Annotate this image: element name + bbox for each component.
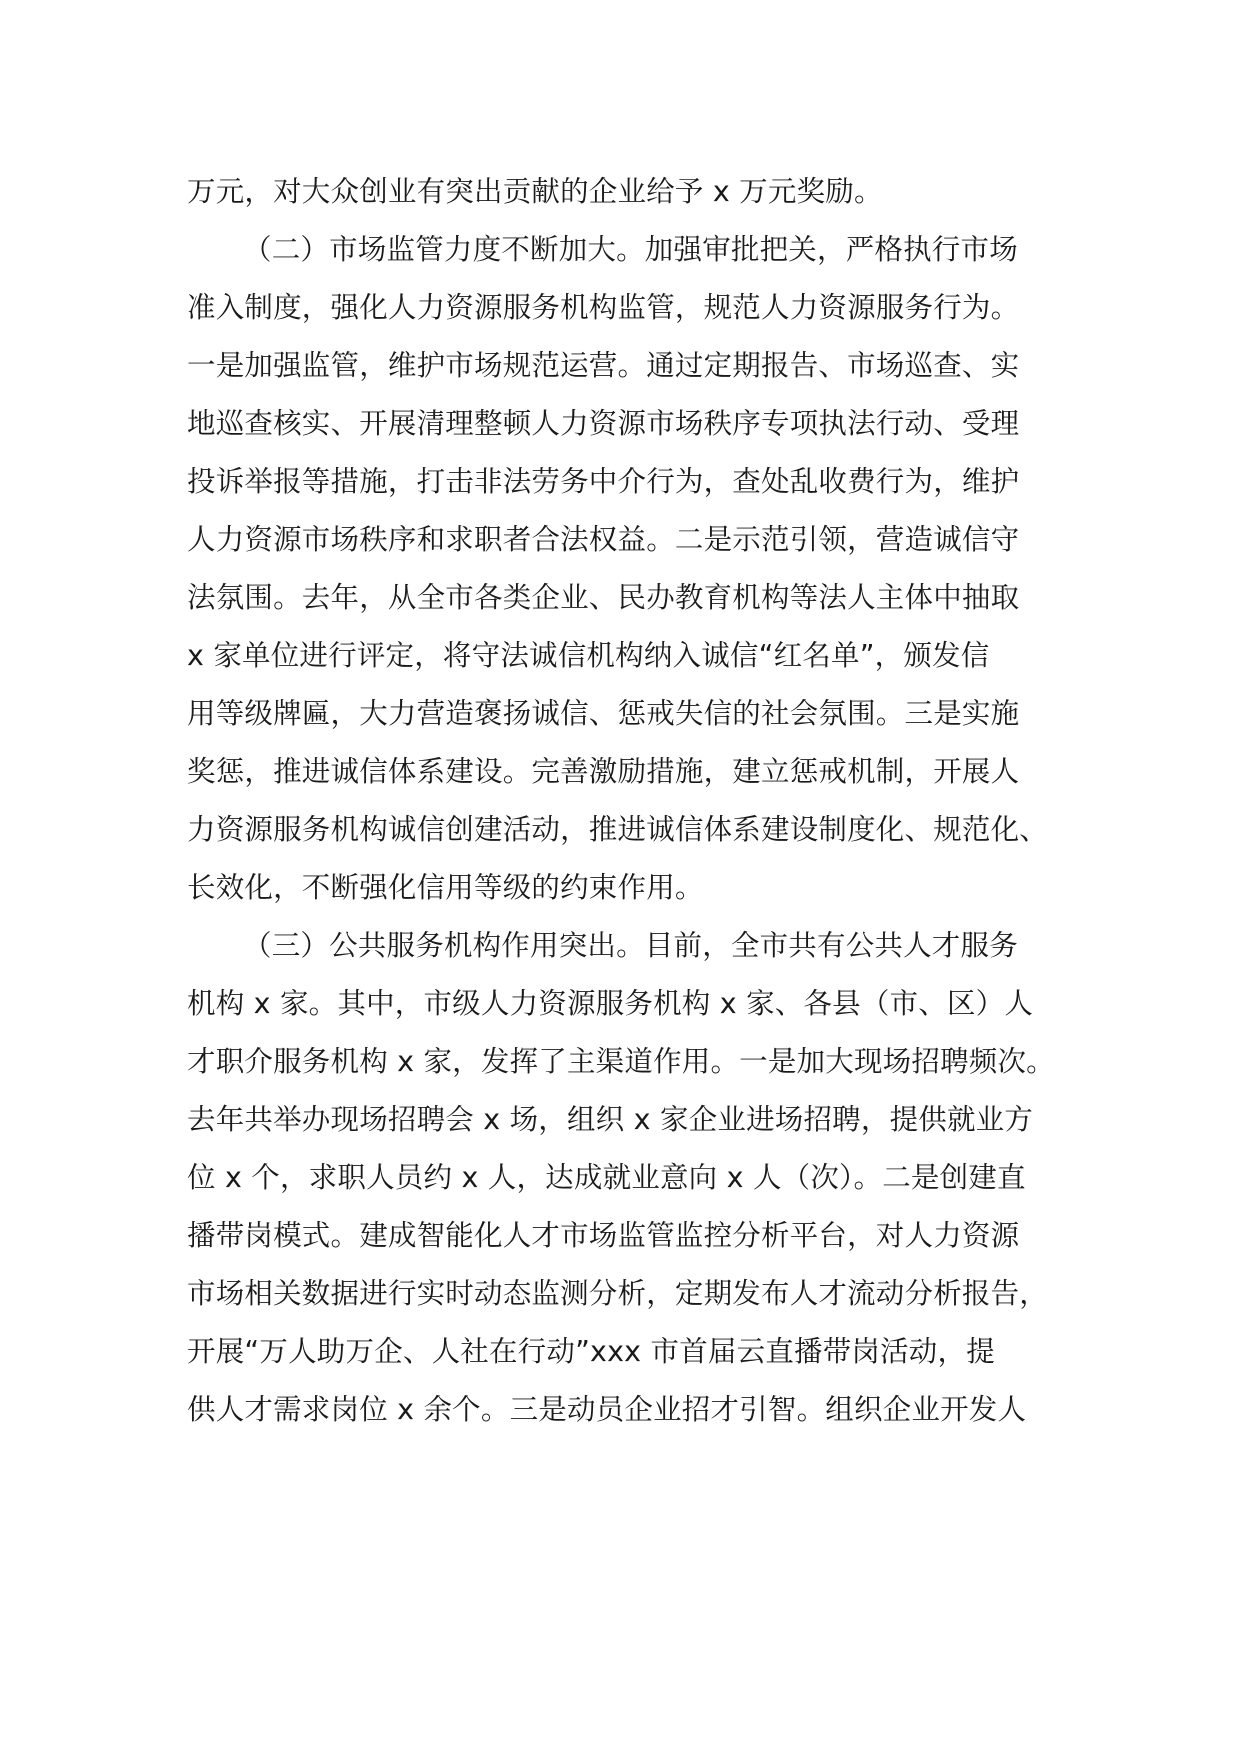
text-line: 人力资源市场秩序和求职者合法权益。二是示范引领，营造诚信守 [187, 523, 1020, 556]
text-line: 去年共举办现场招聘会 x 场，组织 x 家企业进场招聘，提供就业方 [187, 1103, 1034, 1136]
text-line: 供人才需求岗位 x 余个。三是动员企业招才引智。组织企业开发人 [187, 1393, 1027, 1426]
text-line: 位 x 个，求职人员约 x 人，达成就业意向 x 人（次）。二是创建直 [187, 1161, 1026, 1194]
text-line: 准入制度，强化人力资源服务机构监管，规范人力资源服务行为。 [187, 291, 1020, 324]
section-heading-line: （三）公共服务机构作用突出。目前，全市共有公共人才服务 [243, 929, 1018, 962]
text-line: 万元，对大众创业有突出贡献的企业给予 x 万元奖励。 [187, 175, 883, 208]
text-line: x 家单位进行评定，将守法诚信机构纳入诚信“红名单”，颁发信 [187, 639, 990, 672]
text-line: 地巡查核实、开展清理整顿人力资源市场秩序专项执法行动、受理 [187, 407, 1020, 440]
text-line: 开展“万人助万企、人社在行动”xxx 市首届云直播带岗活动，提 [187, 1335, 995, 1368]
text-line: 机构 x 家。其中，市级人力资源服务机构 x 家、各县（市、区）人 [187, 987, 1034, 1020]
text-line: 法氛围。去年，从全市各类企业、民办教育机构等法人主体中抽取 [187, 581, 1020, 614]
text-line: 奖惩，推进诚信体系建设。完善激励措施，建立惩戒机制，开展人 [187, 755, 1020, 788]
text-line: 投诉举报等措施，打击非法劳务中介行为，查处乱收费行为，维护 [187, 465, 1020, 498]
section-heading-line: （二）市场监管力度不断加大。加强审批把关，严格执行市场 [243, 233, 1018, 266]
text-line: 力资源服务机构诚信创建活动，推进诚信体系建设制度化、规范化、 [187, 813, 1049, 846]
text-line: 长效化，不断强化信用等级的约束作用。 [187, 871, 704, 904]
text-line: 一是加强监管，维护市场规范运营。通过定期报告、市场巡查、实 [187, 349, 1020, 382]
text-line: 才职介服务机构 x 家，发挥了主渠道作用。一是加大现场招聘频次。 [187, 1045, 1055, 1078]
text-line: 市场相关数据进行实时动态监测分析，定期发布人才流动分析报告， [187, 1277, 1049, 1310]
text-line: 播带岗模式。建成智能化人才市场监管监控分析平台，对人力资源 [187, 1219, 1020, 1252]
text-line: 用等级牌匾，大力营造褒扬诚信、惩戒失信的社会氛围。三是实施 [187, 697, 1020, 730]
